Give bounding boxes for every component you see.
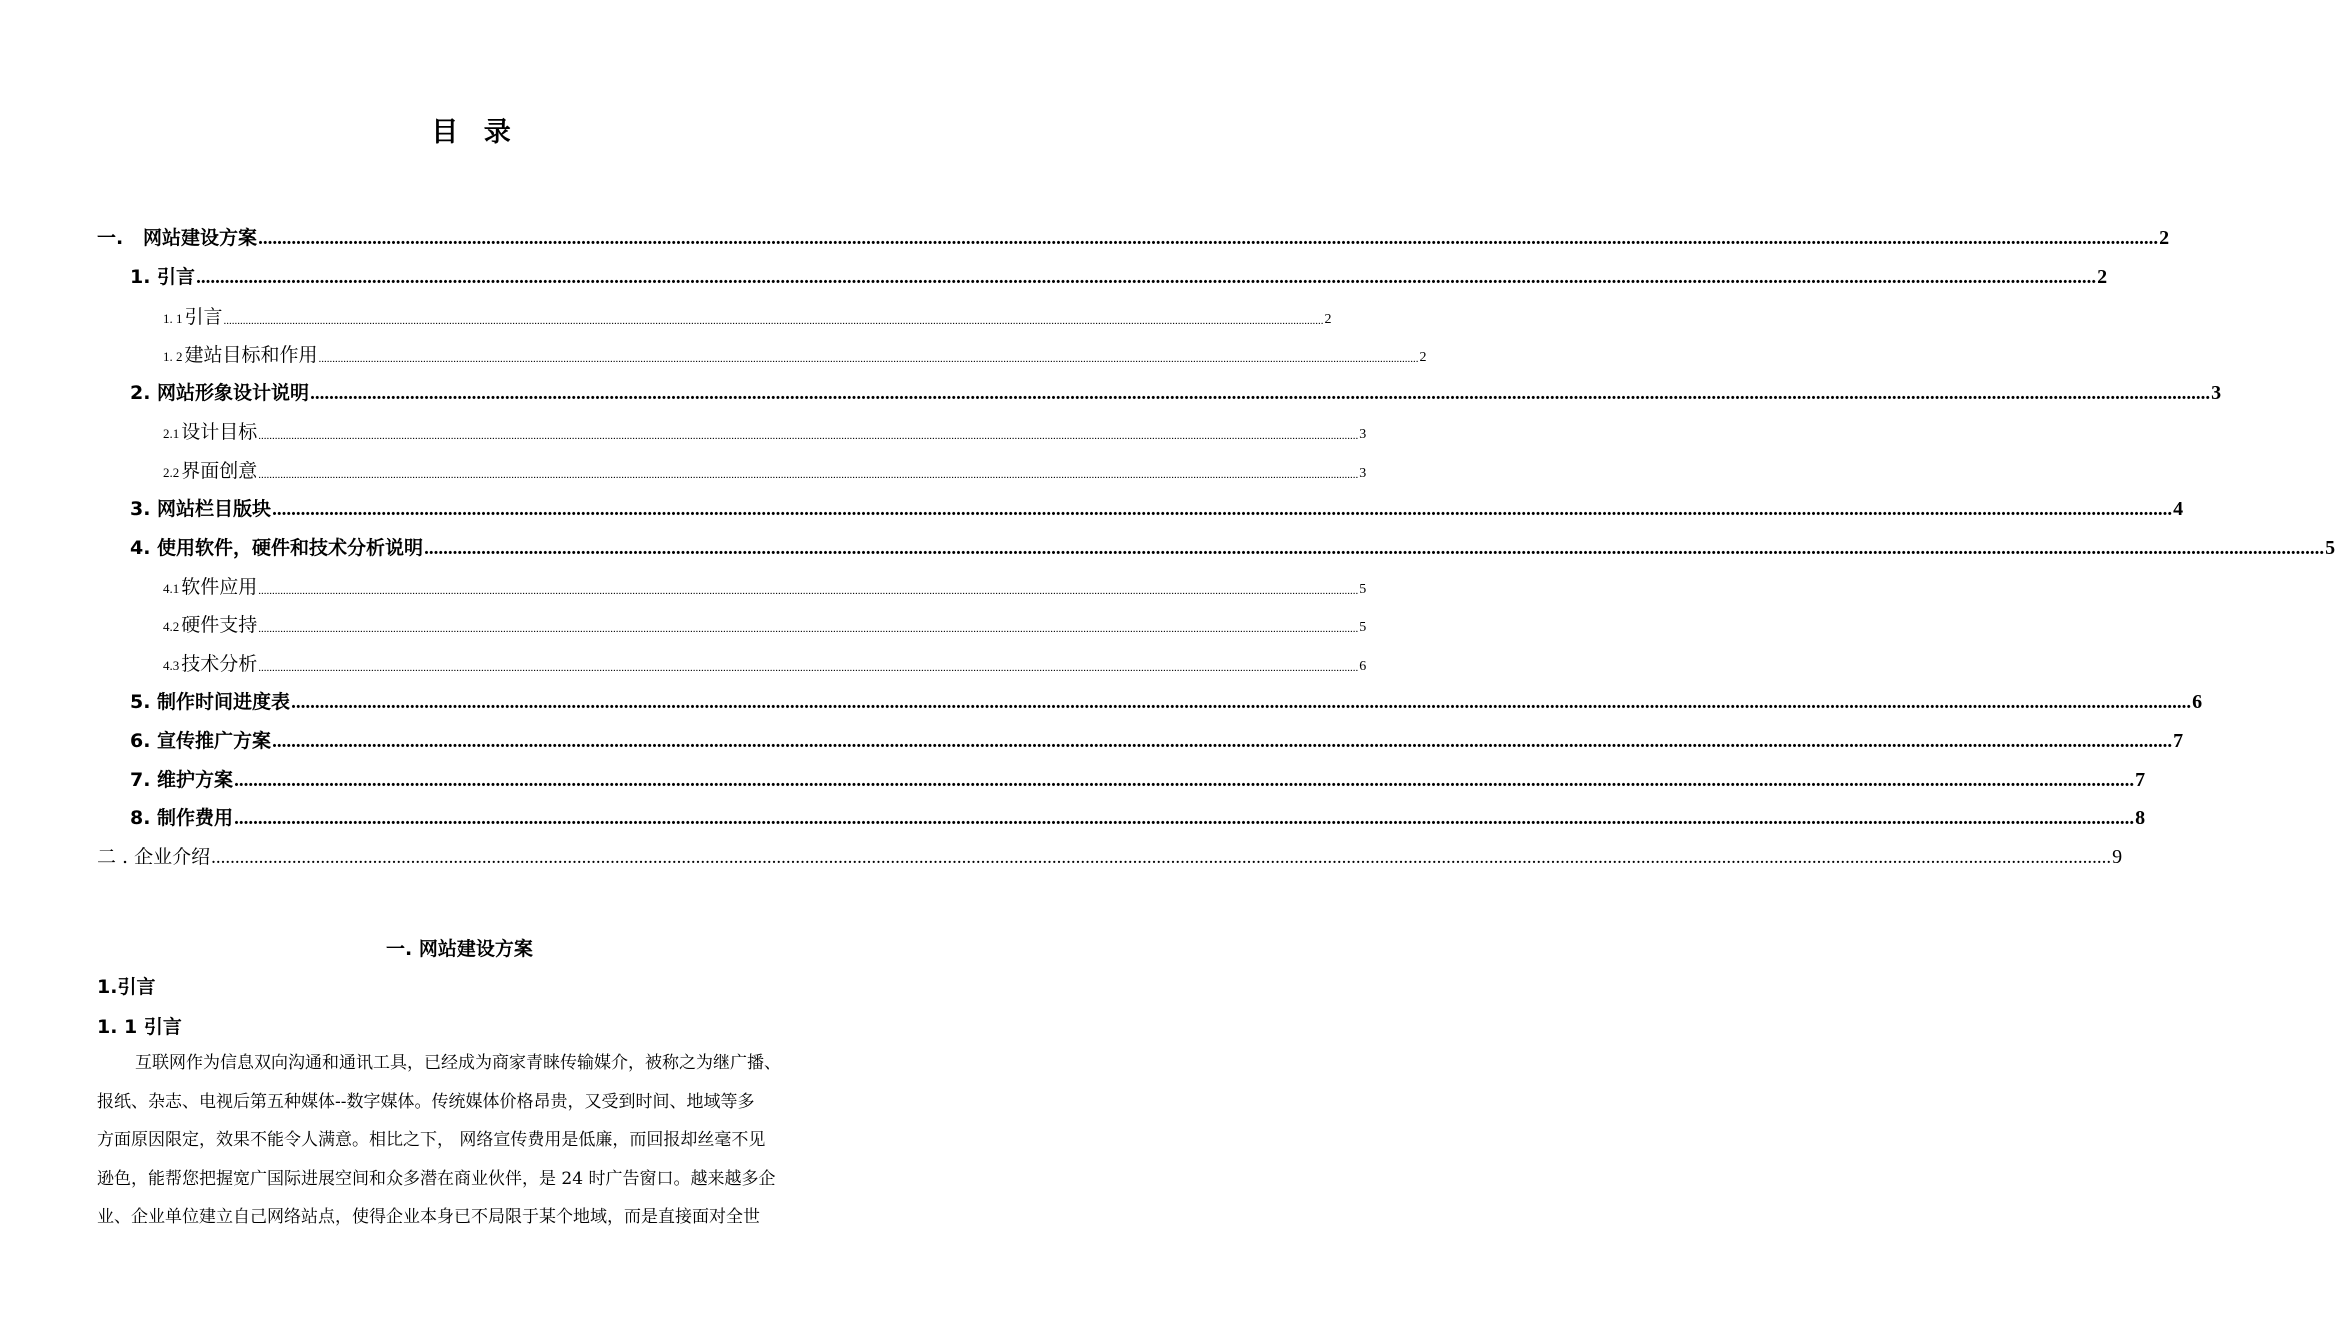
toc-entry[interactable]	[163, 418, 1367, 444]
toc-entry-text: 界面创意	[181, 460, 258, 482]
toc-entry[interactable]	[130, 727, 2184, 753]
toc-entry-label: 8. 制作费用	[130, 807, 234, 829]
toc-leader-dots: ................................................................................................................................................................................................................................................................................................................................................................................................................	[258, 430, 1359, 442]
toc-leader-dots: ................................................................................................................................................................................................................................................................................................................................................................................................................	[223, 315, 1324, 327]
toc-page-number: 3	[1359, 427, 1367, 442]
toc-entry[interactable]	[130, 688, 2203, 714]
toc-page-number: 7	[2173, 730, 2184, 752]
toc-entry-label	[163, 456, 257, 483]
toc-page-number: 2	[2159, 227, 2170, 249]
toc-entry-label: 5. 制作时间进度表	[130, 691, 291, 713]
toc-entry[interactable]	[130, 766, 2146, 792]
toc-leader-dots: ................................................................................................................................................................................................................................................................................................................................................................................................................	[196, 267, 2097, 288]
paragraph-line: 报纸、杂志、电视后第五种媒体--数字媒体。传统媒体价格昂贵，又受到时间、地域等多	[97, 1091, 755, 1112]
toc-page-number: 5	[2325, 537, 2335, 559]
toc-entry-text: 硬件支持	[181, 614, 258, 636]
toc-entry-number: 2.2	[163, 465, 180, 480]
paragraph-line: 逊色，能帮您把握宽广国际进展空间和众多潜在商业伙伴，是 24 时广告窗口。越来越多企	[97, 1168, 776, 1189]
toc-page-number: 2	[1324, 312, 1332, 327]
toc-entry-text: 建站目标和作用	[184, 344, 318, 366]
toc-page-number: 3	[2211, 382, 2222, 404]
toc-entry[interactable]	[130, 263, 2108, 289]
toc-entry[interactable]	[130, 379, 2222, 405]
toc-entry-text: 技术分析	[181, 653, 258, 675]
subheading-introduction: 1. 1 引言	[97, 1016, 182, 1038]
heading-introduction: 1.引言	[97, 976, 156, 998]
toc-leader-dots: ................................................................................................................................................................................................................................................................................................................................................................................................................	[272, 499, 2173, 520]
toc-page-number: 5	[1359, 620, 1367, 635]
toc-entry-text: 设计目标	[181, 421, 258, 443]
toc-leader-dots: ................................................................................................................................................................................................................................................................................................................................................................................................................	[258, 585, 1359, 597]
toc-leader-dots: ................................................................................................................................................................................................................................................................................................................................................................................................................	[234, 770, 2135, 791]
toc-leader-dots: ................................................................................................................................................................................................................................................................................................................................................................................................................	[424, 538, 2325, 559]
toc-leader-dots: ................................................................................................................................................................................................................................................................................................................................................................................................................	[234, 808, 2135, 829]
toc-entry-label: 一. 网站建设方案	[97, 227, 258, 249]
toc-entry-number: 2.1	[163, 426, 180, 441]
toc-entry-label: 3. 网站栏目版块	[130, 498, 272, 520]
toc-page-number: 7	[2135, 769, 2146, 791]
toc-entry-label	[163, 302, 223, 329]
toc-leader-dots: ................................................................................................................................................................................................................................................................................................................................................................................................................	[258, 469, 1359, 481]
toc-leader-dots: ................................................................................................................................................................................................................................................................................................................................................................................................................	[310, 383, 2211, 404]
toc-leader-dots: ................................................................................................................................................................................................................................................................................................................................................................................................................	[258, 662, 1359, 674]
toc-entry-label	[163, 649, 257, 676]
toc-leader-dots: ................................................................................................................................................................................................................................................................................................................................................................................................................	[258, 623, 1359, 635]
toc-leader-dots: ................................................................................................................................................................................................................................................................................................................................................................................................................	[272, 731, 2173, 752]
toc-page-number: 9	[2112, 846, 2123, 868]
toc-entry-label: 2. 网站形象设计说明	[130, 382, 310, 404]
toc-entry[interactable]	[163, 611, 1367, 637]
toc-page-number: 5	[1359, 582, 1367, 597]
paragraph-line: 方面原因限定，效果不能令人满意。相比之下， 网络宣传费用是低廉，而回报却丝毫不见	[97, 1130, 766, 1150]
toc-leader-dots: ................................................................................................................................................................................................................................................................................................................................................................................................................	[211, 847, 2112, 868]
toc-page-number: 3	[1359, 466, 1367, 481]
toc-leader-dots: ................................................................................................................................................................................................................................................................................................................................................................................................................	[258, 228, 2159, 249]
toc-entry-label: 4. 使用软件，硬件和技术分析说明	[130, 537, 424, 559]
toc-entry[interactable]	[163, 303, 1332, 329]
toc-entry-label: 7. 维护方案	[130, 769, 234, 791]
toc-entry-number: 4.2	[163, 619, 180, 634]
toc-entry-label	[163, 340, 318, 367]
toc-leader-dots: ................................................................................................................................................................................................................................................................................................................................................................................................................	[318, 353, 1419, 365]
toc-entry[interactable]	[97, 224, 2170, 250]
toc-entry-number: 4.3	[163, 658, 180, 673]
toc-entry[interactable]	[130, 804, 2146, 830]
toc-entry-number: 1. 1	[163, 311, 183, 326]
toc-entry-text: 软件应用	[181, 576, 258, 598]
paragraph-line: 互联网作为信息双向沟通和通讯工具，已经成为商家青睐传输媒介，被称之为继广播、	[135, 1053, 781, 1073]
toc-entry-text: 引言	[184, 306, 223, 328]
toc-entry-label: 6. 宣传推广方案	[130, 730, 272, 752]
paragraph-line: 业、企业单位建立自己网络站点，使得企业本身已不局限于某个地域，而是直接面对全世	[97, 1207, 760, 1227]
toc-page-number: 6	[2192, 691, 2203, 713]
toc-entry[interactable]	[130, 495, 2184, 521]
toc-entry[interactable]	[163, 573, 1367, 599]
toc-entry[interactable]	[163, 457, 1367, 483]
toc-page-number: 8	[2135, 807, 2146, 829]
toc-entry[interactable]	[130, 534, 2335, 560]
toc-entry-number: 1. 2	[163, 349, 183, 364]
toc-page-number: 4	[2173, 498, 2184, 520]
toc-entry-label: 1. 引言	[130, 266, 196, 288]
toc-entry-label	[163, 610, 257, 637]
toc-page-number: 2	[2097, 266, 2108, 288]
toc-entry-label: 二 . 企业介绍	[97, 846, 211, 868]
toc-entry[interactable]	[163, 650, 1367, 676]
toc-page-number: 6	[1359, 659, 1367, 674]
section-title: 一. 网站建设方案	[386, 938, 533, 960]
toc-leader-dots: ................................................................................................................................................................................................................................................................................................................................................................................................................	[291, 692, 2192, 713]
toc-page-number: 2	[1419, 350, 1427, 365]
toc-entry[interactable]	[97, 843, 2123, 869]
toc-entry-label	[163, 417, 257, 444]
toc-title: 目 录	[431, 117, 519, 148]
toc-entry-number: 4.1	[163, 581, 180, 596]
toc-entry-label	[163, 572, 257, 599]
body-paragraph	[97, 1044, 857, 1237]
toc-entry[interactable]	[163, 341, 1427, 367]
